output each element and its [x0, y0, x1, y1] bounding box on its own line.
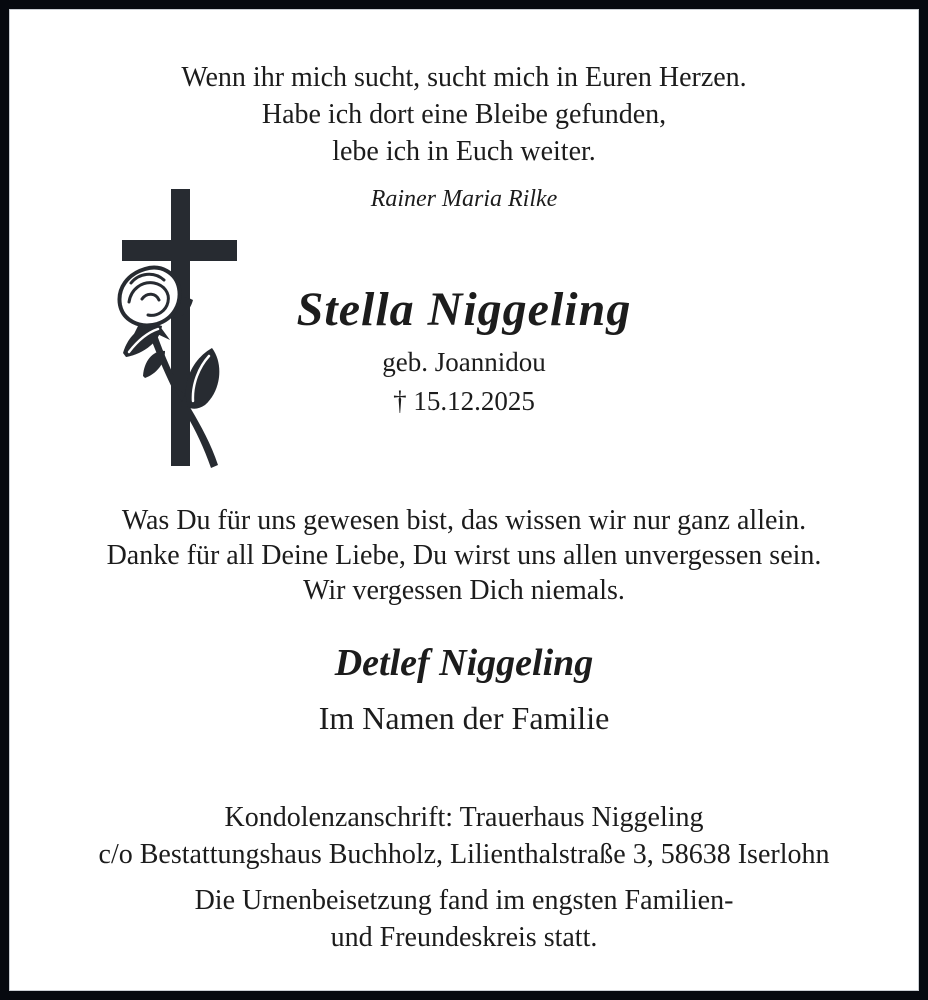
mourner-name: Detlef Niggeling	[334, 642, 594, 684]
tribute-line: Was Du für uns gewesen bist, das wissen wir nur ganz allein.	[121, 505, 807, 536]
mourner-note: Im Namen der Familie	[318, 700, 610, 736]
condolence-line: c/o Bestattungshaus Buchholz, Lilienthalstraße 3, 58638 Iserlohn	[98, 839, 830, 870]
condolence-line: Kondolenzanschrift: Trauerhaus Niggeling	[224, 802, 704, 833]
quote-attribution: Rainer Maria Rilke	[370, 186, 558, 212]
deceased-birth-name: geb. Joannidou	[382, 347, 546, 377]
deceased-name: Stella Niggeling	[296, 283, 632, 336]
funeral-line: und Freundeskreis statt.	[330, 922, 598, 953]
tribute-text	[9, 503, 919, 608]
tribute-line: Wir vergessen Dich niemals.	[303, 575, 625, 606]
quote-line: lebe ich in Euch weiter.	[332, 136, 596, 167]
quote-line: Wenn ihr mich sucht, sucht mich in Euren Herzen.	[181, 62, 747, 93]
tribute-line: Danke für all Deine Liebe, Du wirst uns allen unvergessen sein.	[106, 540, 822, 571]
memorial-quote	[9, 59, 919, 170]
condolence-address	[9, 799, 919, 873]
funeral-line: Die Urnenbeisetzung fand im engsten Familien-	[194, 885, 734, 916]
quote-line: Habe ich dort eine Bleibe gefunden,	[261, 99, 667, 130]
funeral-note	[9, 882, 919, 956]
deceased-death-date: † 15.12.2025	[393, 386, 535, 416]
